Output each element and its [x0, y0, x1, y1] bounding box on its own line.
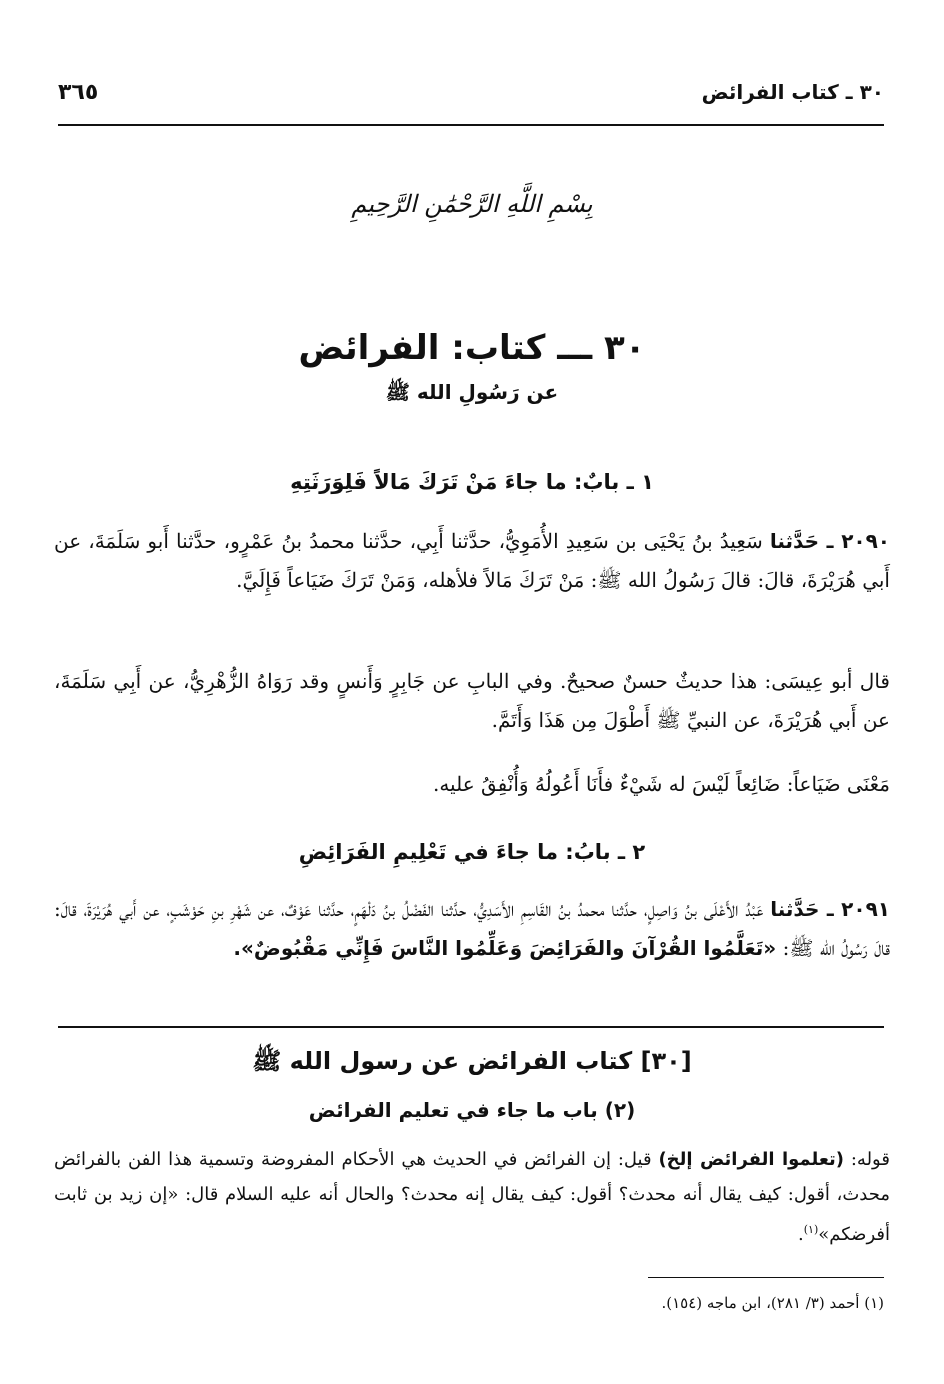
- hadith-2091-text: عَبْدُ الأَعْلَى بنُ وَاصِلٍ، حدَّثنا محمدُ بنُ القَاسِمِ الأَسَدِيُّ، حدَّثنا الفَضْلُ بنُ دَلْهَمٍ، حدَّثنا عَوْفٌ، عن شَهْرِ بنِ حَوْشَبٍ، عن أَبي هُرَيْرَةَ، قالَ: قالَ رَسُولُ الله ﷺ:: [54, 897, 890, 960]
- running-head: [58, 80, 884, 110]
- chapter-2-heading: ٢ ـ بابُ: ما جاءَ في تَعْلِيمِ الفَرَائِضِ: [298, 840, 646, 864]
- tirmidhi-comment-2: مَعْنَى ضَيَاعاً: ضَائِعاً لَيْسَ له شَيْءٌ فأَنَا أَعُولُهُ وَأُنْفِقُ عليه.: [432, 772, 890, 796]
- footnote: (١) أحمد (٣/ ٢٨١)، ابن ماجه (١٥٤).: [661, 1294, 884, 1312]
- commentary-text: [54, 1142, 890, 1252]
- page-number: ٣٦٥: [58, 80, 99, 105]
- footnote-reference[interactable]: (١): [803, 1223, 819, 1236]
- book-title: ٣٠ ـــ كتاب: الفرائض: [298, 328, 646, 368]
- commentary-body: قيل: إن الفرائض في الحديث هي الأحكام المفروضة وتسمية هذا الفن بالفرائض محدث، أقول: كيف يقال أنه محدث؟ أقول: كيف يقال إنه محدث؟ والحال أنه عليه السلام قال: «إن زيد بن ثابت أفرضكم»: [54, 1149, 890, 1245]
- basmala: بِسْمِ اللَّهِ الرَّحْمَٰنِ الرَّحِيمِ: [351, 190, 593, 218]
- hadith-2090: [54, 522, 890, 600]
- commentary-tail: .: [797, 1224, 804, 1245]
- hadith-2091-number: ٢٠٩١ ـ حَدَّثنا: [770, 897, 890, 921]
- hadith-2090-text: سَعِيدُ بنُ يَحْيَى بن سَعِيدِ الأُمَوِيُّ، حدَّثنا أَبِي، حدَّثنا محمدُ بنُ عَمْرٍو، حدَّثنا أَبو سَلَمَةَ، عن أَبي هُرَيْرَةَ، قالَ: قالَ رَسُولُ الله ﷺ: مَنْ تَرَكَ مَالاً فلأهله، وَمَنْ تَرَكَ ضَيَاعاً فَإِلَيَّ.: [54, 529, 890, 592]
- hadith-2090-number: ٢٠٩٠ ـ حَدَّثنا: [769, 529, 891, 553]
- commentary-subtitle: (٢) باب ما جاء في تعليم الفرائض: [308, 1098, 636, 1122]
- commentary-title: [٣٠] كتاب الفرائض عن رسول الله ﷺ: [252, 1047, 692, 1075]
- footnote-divider: [648, 1277, 884, 1278]
- hadith-2091-quote: «تَعَلَّمُوا القُرْآنَ والفَرَائِضَ وَعَلِّمُوا النَّاسَ فَإِنِّي مَقْبُوضٌ».: [233, 936, 777, 960]
- commentary-lead: قوله:: [850, 1149, 890, 1170]
- commentary-lead-quote: (تعلموا الفرائض إلخ): [658, 1149, 844, 1170]
- book-subtitle: عن رَسُولِ الله ﷺ: [385, 380, 559, 404]
- header-divider: [58, 124, 884, 126]
- commentary-divider: [58, 1026, 884, 1028]
- tirmidhi-comment-1: قال أبو عِيسَى: هذا حديثٌ حسنٌ صحيحٌ. وفي البابِ عن جَابِرٍ وَأَنسٍ وقد رَوَاهُ الزُّهْرِيُّ، عن أَبِي سَلَمَةَ، عن أَبي هُرَيْرَةَ، عن النبيِّ ﷺ أَطْوَلَ مِن هَذَا وَأَتَمَّ.: [54, 669, 890, 732]
- hadith-2091: [54, 890, 890, 968]
- running-head-title: ٣٠ ـ كتاب الفرائض: [701, 80, 884, 104]
- chapter-1-heading: ١ ـ بابٌ: ما جاءَ مَنْ تَرَكَ مَالاً فَلِوَرَثَتِهِ: [290, 470, 654, 494]
